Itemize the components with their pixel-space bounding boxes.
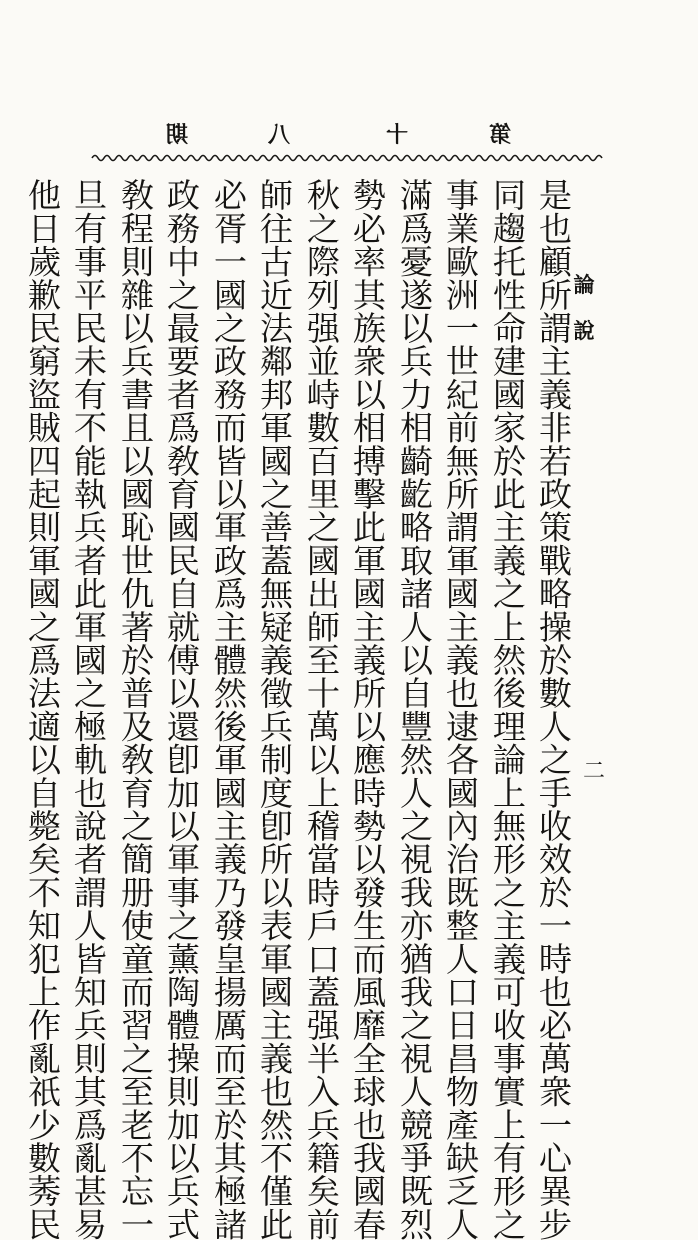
text-column: 滿爲憂遂以兵力相齮齕略取諸人以自豐然人之視我亦猶我之視人競爭既烈	[395, 178, 434, 1240]
issue-header-char: 十	[386, 122, 409, 148]
text-column: 必胥一國之政務而皆以軍政爲主體然後軍國主義乃發皇揚厲而至於其極諸	[209, 178, 248, 1240]
text-column: 是也顧所謂主義非若政策戰略操於數人之手收效於一時也必萬衆一心異步	[534, 178, 573, 1240]
text-column: 秋之際列强並峙數百里之國出師至十萬以上稽當時戶口蓋强半入兵籍矣前	[302, 178, 341, 1240]
text-column: 同趨托性命建國家於此主義之上然後理論上無形之主義可收事實上有形之	[488, 178, 527, 1240]
text-column: 政務中之最要者爲敎育國民自就傅以還卽加以軍事之薰陶體操則加以兵式	[162, 178, 201, 1240]
page-number: 二	[582, 759, 605, 784]
issue-header-char: 第	[489, 122, 512, 148]
text-column: 他日歲歉民窮盜賊四起則軍國之爲法適以自斃矣不知犯上作亂祇少數莠民	[23, 178, 62, 1240]
section-label-char: 論	[573, 272, 595, 297]
section-label	[569, 262, 599, 354]
issue-header-char: 八	[268, 122, 291, 148]
text-column: 敎程則雜以兵書且以國恥世仇著於普及敎育之簡册使童而習之至老不忘一	[116, 178, 155, 1240]
issue-header-char: 期	[166, 122, 189, 148]
header-divider	[92, 152, 602, 164]
text-column: 事業歐洲一世紀前無所謂軍國主義也逮各國內治既整人口日昌物產缺乏人	[441, 178, 480, 1240]
text-column: 勢必率其族衆以相搏擊此軍國主義所以應時勢以發生而風靡全球也我國春	[348, 178, 387, 1240]
text-column: 旦有事平民未有不能執兵者此軍國之極軌也說者謂人皆知兵則其爲亂甚易	[69, 178, 108, 1240]
section-label-char: 說	[573, 318, 595, 343]
text-column: 師往古近法鄰邦軍國之善蓋無疑義徵兵制度卽所以表軍國主義也然不僅此	[255, 178, 294, 1240]
